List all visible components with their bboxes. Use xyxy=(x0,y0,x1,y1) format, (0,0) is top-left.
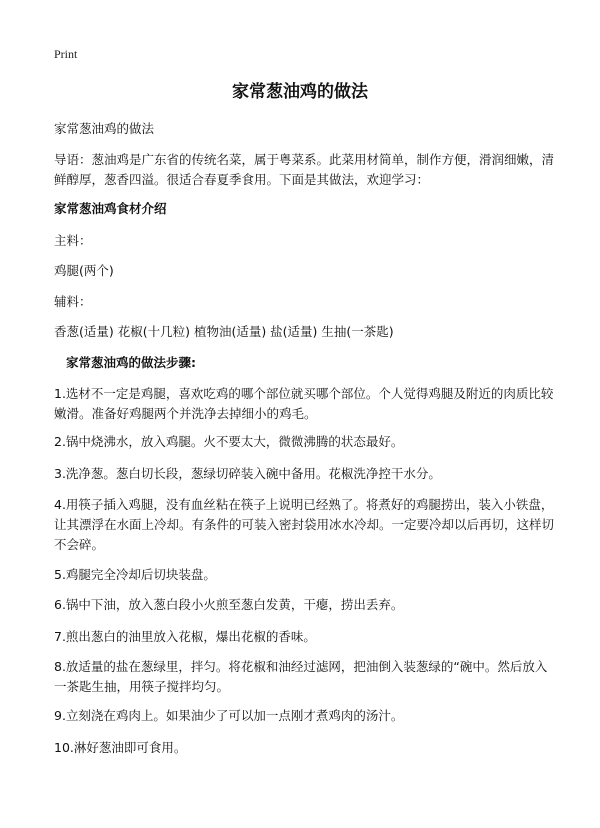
ingredients-heading: 家常葱油鸡食材介绍 xyxy=(54,201,167,216)
step-3: 3.洗净葱。葱白切长段，葱绿切碎装入碗中备用。花椒洗净控干水分。 xyxy=(54,466,441,481)
step-1: 1.选材不一定是鸡腿，喜欢吃鸡的哪个部位就买哪个部位。个人觉得鸡腿及附近的肉质比较嫩滑。准备好鸡腿两个并洗净去掉细小的鸡毛。 xyxy=(54,386,554,421)
page-title: 家常葱油鸡的做法 xyxy=(232,82,368,102)
step-8: 8.放适量的盐在葱绿里，拌匀。将花椒和油经过滤网，把油倒入装葱绿的“碗中。然后放入一茶匙生抽，用筷子搅拌均匀。 xyxy=(54,659,548,694)
document-subtitle: 家常葱油鸡的做法 xyxy=(54,121,155,136)
aux-ingredients-label: 辅料： xyxy=(54,294,92,309)
intro-paragraph: 导语：葱油鸡是广东省的传统名菜，属于粤菜系。此菜用材简单，制作方便，滑润细嫩，清鲜醇厚，葱香四溢。很适合春夏季食用。下面是其做法，欢迎学习： xyxy=(54,152,555,187)
steps-heading: 家常葱油鸡的做法步骤: xyxy=(66,355,196,370)
aux-ingredients-list: 香葱(适量) 花椒(十几粒) 植物油(适量) 盐(适量) 生抽(一茶匙) xyxy=(54,324,394,339)
step-6: 6.锅中下油，放入葱白段小火煎至葱白发黄，干瘪，捞出丢弃。 xyxy=(54,597,404,612)
step-9: 9.立刻浇在鸡肉上。如果油少了可以加一点刚才煮鸡肉的汤汁。 xyxy=(54,708,404,723)
step-7: 7.煎出葱白的油里放入花椒，爆出花椒的香味。 xyxy=(54,629,316,644)
step-10: 10.淋好葱油即可食用。 xyxy=(54,740,187,755)
step-5: 5.鸡腿完全冷却后切块装盘。 xyxy=(54,567,216,582)
step-4: 4.用筷子插入鸡腿，没有血丝粘在筷子上说明已经熟了。将煮好的鸡腿捞出，装入小铁盘，让其漂浮在水面上冷却。有条件的可装入密封袋用冰水冷却。一定要冷却以后再切，这样切不会碎。 xyxy=(54,497,555,552)
step-2: 2.锅中烧沸水，放入鸡腿。火不要太大，微微沸腾的状态最好。 xyxy=(54,434,404,449)
print-link[interactable]: Print xyxy=(54,47,78,61)
main-ingredients-label: 主料： xyxy=(54,233,92,248)
main-ingredients-list: 鸡腿(两个) xyxy=(54,263,114,278)
